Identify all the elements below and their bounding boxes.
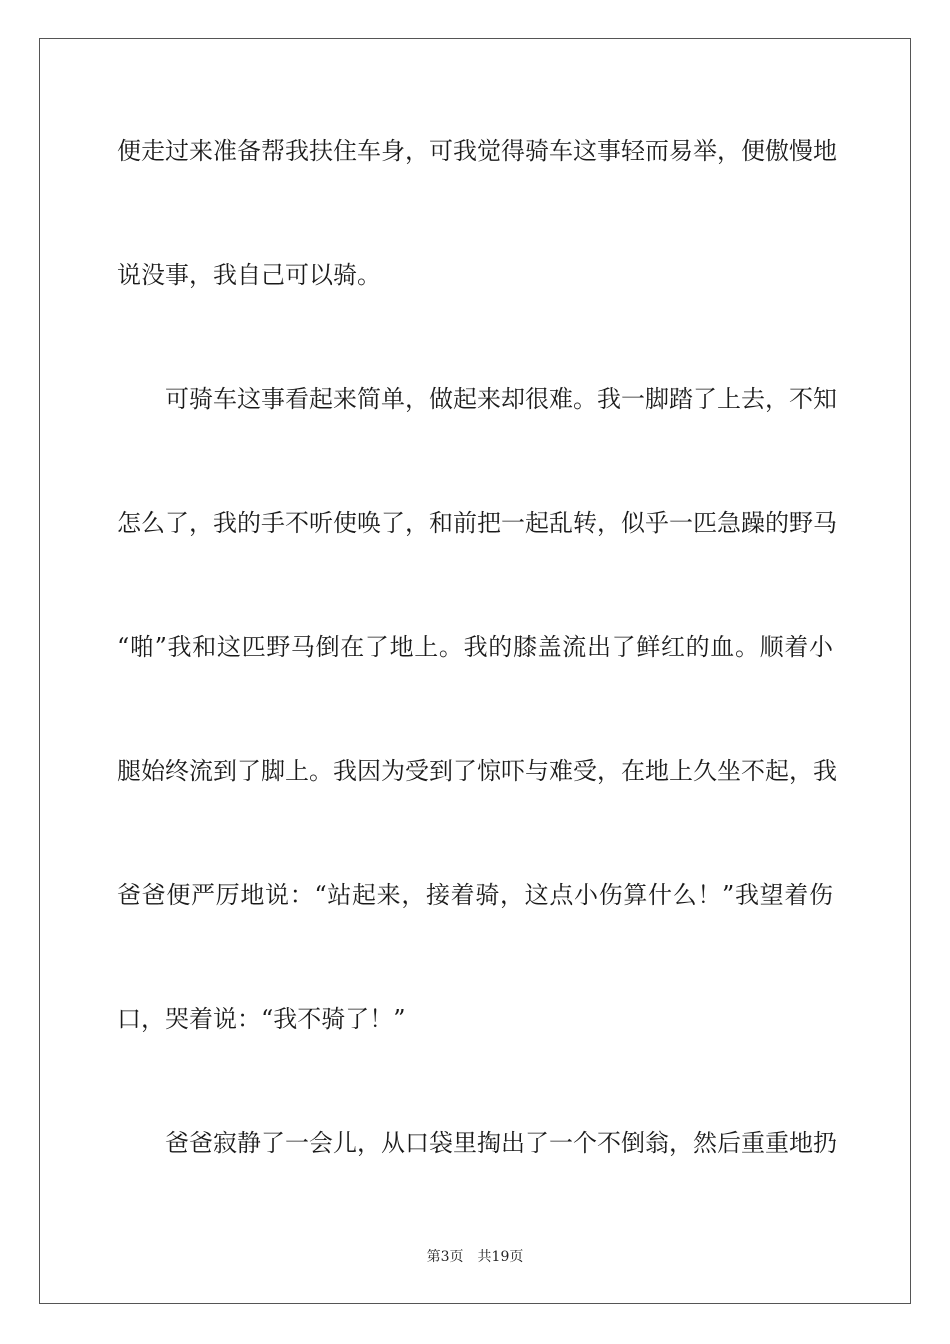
text-line-5: “啪”我和这匹野马倒在了地上。我的膝盖流出了鲜红的血。顺着小 xyxy=(117,633,833,661)
text-line-2: 说没事，我自己可以骑。 xyxy=(117,261,381,289)
text-line-6: 腿始终流到了脚上。我因为受到了惊吓与难受，在地上久坐不起，我 xyxy=(117,757,837,785)
text-line-9: 爸爸寂静了一会儿，从口袋里掏出了一个不倒翁，然后重重地扔 xyxy=(165,1129,837,1157)
text-line-3: 可骑车这事看起来简单，做起来却很难。我一脚踏了上去，不知 xyxy=(165,385,837,413)
text-line-4: 怎么了，我的手不听使唤了，和前把一起乱转，似乎一匹急躁的野马 xyxy=(117,509,837,537)
text-line-1: 便走过来准备帮我扶住车身，可我觉得骑车这事轻而易举，便傲慢地 xyxy=(117,137,837,165)
text-line-8: 口，哭着说：“我不骑了！” xyxy=(117,1005,406,1033)
page-total: 共19页 xyxy=(477,1249,524,1265)
page-border xyxy=(39,38,911,1304)
page-footer xyxy=(0,1247,950,1267)
text-line-7: 爸爸便严厉地说：“站起来，接着骑，这点小伤算什么！”我望着伤 xyxy=(117,881,833,909)
page-number: 第3页 xyxy=(426,1249,464,1265)
